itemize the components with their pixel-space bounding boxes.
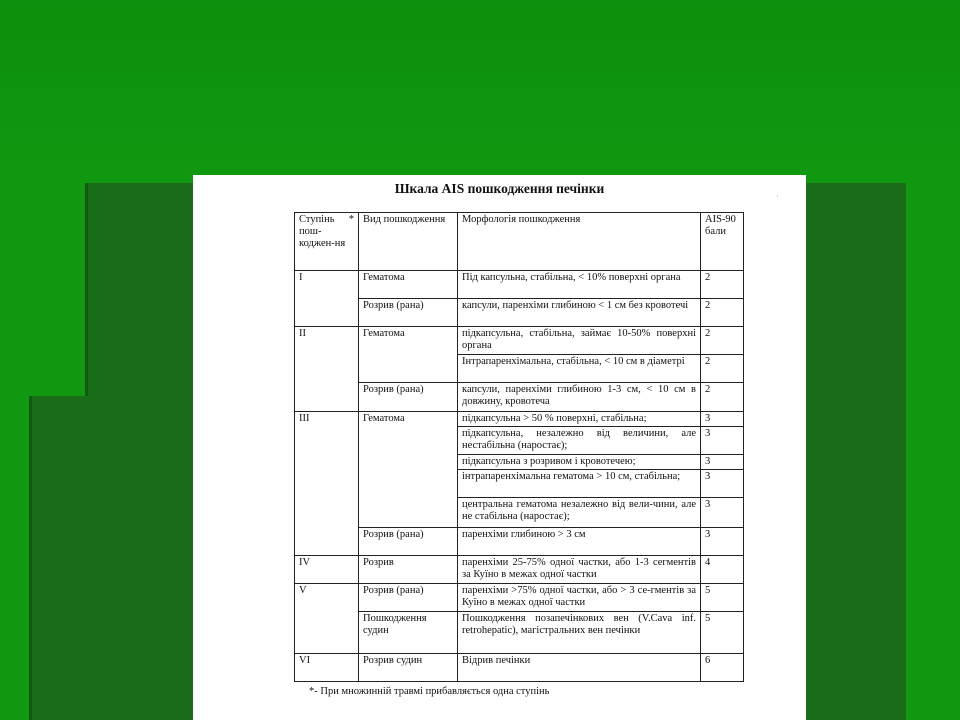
table-row xyxy=(295,327,744,355)
morphology-cell: Пошкодження позапечінкових вен (V.Cava inf. retrohepatic), магістральних вен печінки xyxy=(458,612,701,654)
morphology-cell: підкапсульна, незалежно від величини, але нестабільна (наростає); xyxy=(458,427,701,455)
type-cell: Розрив (рана) xyxy=(359,584,458,612)
table-row xyxy=(295,584,744,612)
table-row xyxy=(295,299,744,327)
degree-cell: IV xyxy=(295,556,359,584)
footnote: *- При множинній травмі прибавляється одна ступінь xyxy=(309,686,550,697)
type-cell: Гематома xyxy=(359,327,458,383)
type-cell: Розрив (рана) xyxy=(359,299,458,327)
ais-cell: 5 xyxy=(701,584,744,612)
degree-cell: II xyxy=(295,327,359,412)
header-type: Вид пошкодження xyxy=(359,213,458,271)
type-cell: Розрив (рана) xyxy=(359,383,458,412)
ais-cell: 3 xyxy=(701,470,744,498)
background-left-block xyxy=(32,396,202,720)
degree-cell: I xyxy=(295,271,359,327)
morphology-cell: Під капсульна, стабільна, < 10% поверхні органа xyxy=(458,271,701,299)
morphology-cell: паренхіми >75% одної частки, або > 3 се-гментів за Куїно в межах одної частки xyxy=(458,584,701,612)
type-cell: Пошкодження судин xyxy=(359,612,458,654)
morphology-cell: Відрив печінки xyxy=(458,654,701,682)
degree-cell: III xyxy=(295,412,359,556)
degree-cell: VI xyxy=(295,654,359,682)
morphology-cell: підкапсульна з розривом і кровотечею; xyxy=(458,455,701,470)
type-cell: Розрив судин xyxy=(359,654,458,682)
ais-table xyxy=(294,212,744,682)
scanned-page xyxy=(193,175,806,720)
ais-cell: 2 xyxy=(701,383,744,412)
morphology-cell: інтрапаренхімальна гематома > 10 см, стабільна; xyxy=(458,470,701,498)
ais-cell: 3 xyxy=(701,528,744,556)
ais-cell: 3 xyxy=(701,455,744,470)
type-cell: Гематома xyxy=(359,271,458,299)
background-top xyxy=(0,0,960,190)
table-row xyxy=(295,556,744,584)
ais-cell: 6 xyxy=(701,654,744,682)
ais-cell: 4 xyxy=(701,556,744,584)
table-row xyxy=(295,654,744,682)
morphology-cell: підкапсульна > 50 % поверхні, стабільна; xyxy=(458,412,701,427)
morphology-cell: підкапсульна, стабільна, займає 10-50% поверхні органа xyxy=(458,327,701,355)
ais-cell: 3 xyxy=(701,498,744,528)
type-cell: Гематома xyxy=(359,412,458,528)
ais-cell: 2 xyxy=(701,271,744,299)
header-morphology: Морфологія пошкодження xyxy=(458,213,701,271)
ais-cell: 5 xyxy=(701,612,744,654)
table-row xyxy=(295,528,744,556)
table-row xyxy=(295,412,744,427)
ais-cell: 2 xyxy=(701,299,744,327)
morphology-cell: капсули, паренхіми глибиною < 1 см без кровотечі xyxy=(458,299,701,327)
ais-cell: 2 xyxy=(701,327,744,355)
header-degree: Ступінь * пош-коджен-ня xyxy=(295,213,359,271)
morphology-cell: капсули, паренхіми глибиною 1-3 см, < 10 см в довжину, кровотеча xyxy=(458,383,701,412)
header-ais: AIS-90 бали xyxy=(701,213,744,271)
table-row xyxy=(295,612,744,654)
morphology-cell: Інтрапаренхімальна, стабільна, < 10 см в діаметрі xyxy=(458,355,701,383)
morphology-cell: центральна гематома незалежно від вели-чини, але не стабільна (наростає); xyxy=(458,498,701,528)
type-cell: Розрив (рана) xyxy=(359,528,458,556)
table-header-row xyxy=(295,213,744,271)
table-row xyxy=(295,271,744,299)
page-title: Шкала AIS пошкодження печінки xyxy=(394,181,605,196)
table-row xyxy=(295,383,744,412)
type-cell: Розрив xyxy=(359,556,458,584)
ais-cell: 3 xyxy=(701,427,744,455)
degree-cell: V xyxy=(295,584,359,654)
ais-cell: 3 xyxy=(701,412,744,427)
ais-cell: 2 xyxy=(701,355,744,383)
morphology-cell: паренхіми 25-75% одної частки, або 1-3 сегментів за Куїно в межах одної частки xyxy=(458,556,701,584)
scan-speck: ˙ xyxy=(776,194,779,203)
morphology-cell: паренхіми глибиною > 3 см xyxy=(458,528,701,556)
